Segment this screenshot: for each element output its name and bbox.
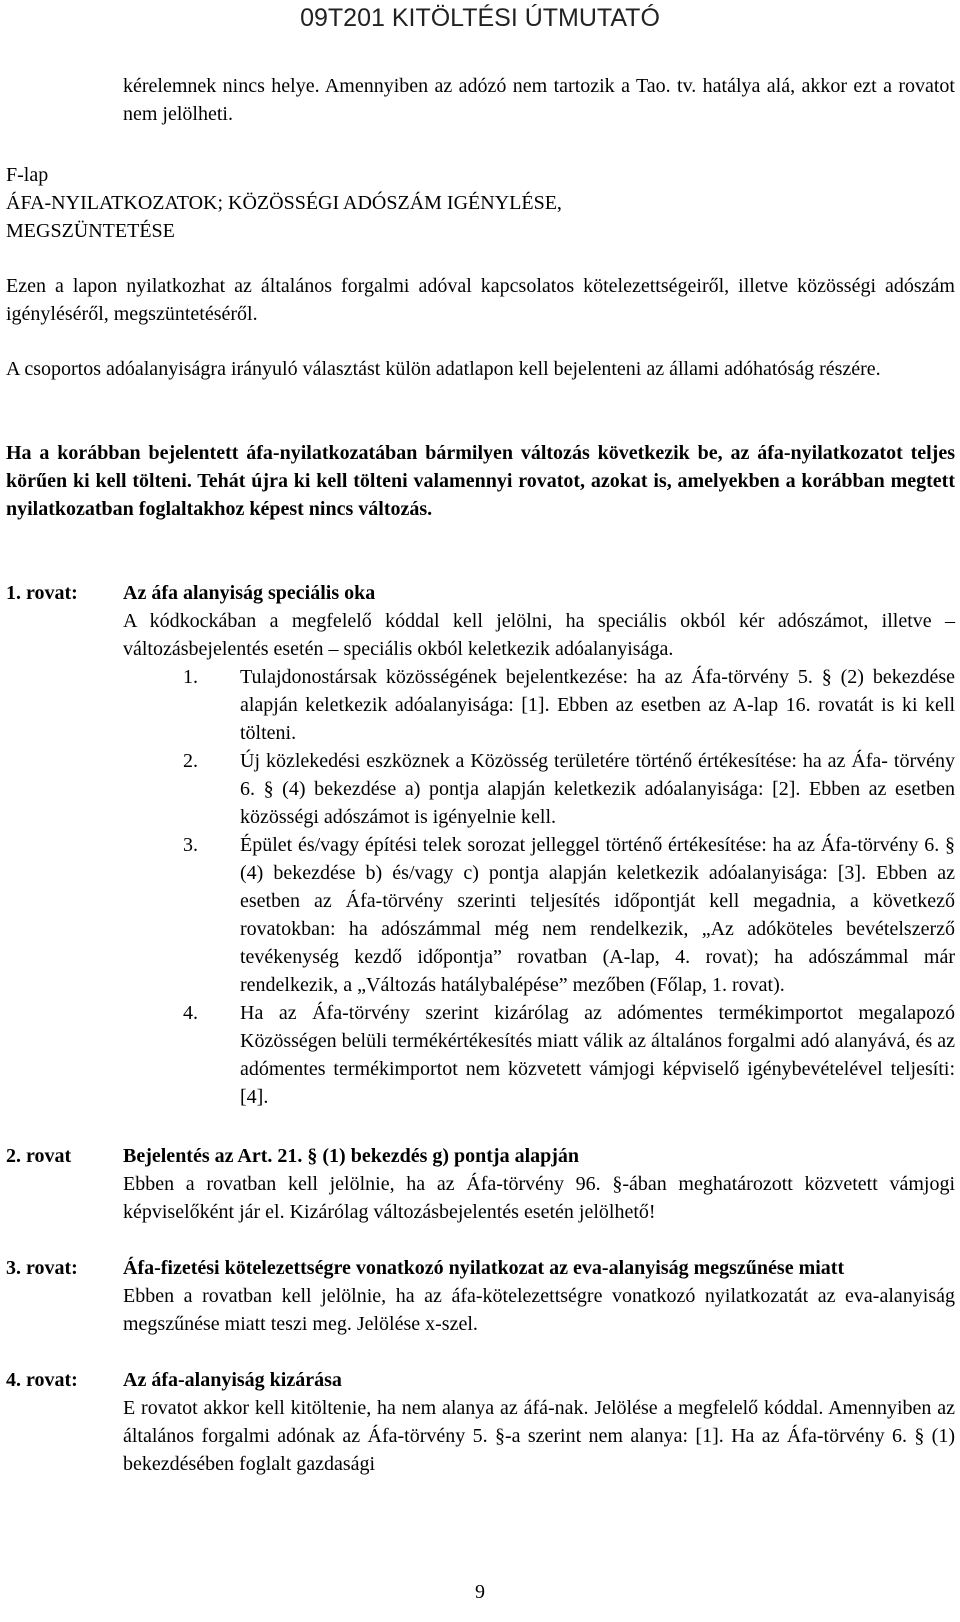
item-number: 4. [183, 1002, 198, 1024]
section-paragraph-2: A csoportos adóalanyiságra irányuló választást külön adatlapon kell bejelenteni az állami adóhatóság részére. [6, 358, 881, 380]
intro-continuation: kérelemnek nincs helye. Amennyiben az adózó nem tartozik a Tao. tv. hatálya alá, akkor ezt a rovatot nem jelölheti. [123, 75, 955, 125]
section-heading [6, 161, 955, 245]
section-paragraph-3-notice: Ha a korábban bejelentett áfa-nyilatkozatában bármilyen változás következik be, az áfa-nyilatkozatot teljes körűen ki kell tölteni. Tehát újra ki kell tölteni valamennyi rovatot, azokat is, amelyekben a korábban megtett nyilatkozatban foglaltakhoz képest nincs változás. [6, 442, 955, 520]
rovat-1-item-4 [183, 999, 955, 1111]
rovat-3-label: 3. rovat: [6, 1257, 78, 1279]
page-header-title: 09T201 KITÖLTÉSI ÚTMUTATÓ [300, 4, 660, 32]
rovat-1-title: Az áfa alanyiság speciális oka [123, 582, 376, 604]
rovat-4-title: Az áfa-alanyiság kizárása [123, 1369, 342, 1391]
rovat-1-body: A kódkockában a megfelelő kóddal kell jelölni, ha speciális okból kér adószámot, illetve – változásbejelentés esetén – speciális okból keletkezik adóalanyisága. [123, 610, 955, 660]
rovat-1 [6, 579, 955, 1111]
section-paragraph-1: Ezen a lapon nyilatkozhat az általános forgalmi adóval kapcsolatos kötelezettségeiről, illetve közösségi adószám igényléséről, megszüntetéséről. [6, 275, 955, 325]
item-number: 2. [183, 750, 198, 772]
rovat-1-item-2 [183, 747, 955, 831]
rovat-2-label: 2. rovat [6, 1145, 72, 1167]
item-number: 1. [183, 666, 198, 688]
rovat-1-item-3 [183, 831, 955, 999]
rovat-3-title: Áfa-fizetési kötelezettségre vonatkozó nyilatkozat az eva-alanyiság megszűnése miatt [123, 1257, 845, 1279]
rovat-4-body: E rovatot akkor kell kitöltenie, ha nem alanya az áfá-nak. Jelölése a megfelelő kóddal. Amennyiben az általános forgalmi adónak az Áfa-törvény 5. §-a szerint nem alanya: [1]. Ha az Áfa-törvény 6. § (1) bekezdésében foglalt gazdasági [123, 1397, 955, 1475]
item-number: 3. [183, 834, 198, 856]
item-text: Tulajdonostársak közösségének bejelentkezése: ha az Áfa-törvény 5. § (2) bekezdése alapján keletkezik adóalanyisága: [1]. Ebben az esetben az A-lap 16. rovatát is ki kell tölteni. [240, 666, 955, 744]
rovat-2-body: Ebben a rovatban kell jelölnie, ha az Áfa-törvény 96. §-ában meghatározott közvetett vámjogi képviselőként jár el. Kizárólag változásbejelentés esetén jelölhető! [123, 1173, 955, 1223]
rovat-2 [6, 1142, 955, 1226]
section-title-line1: ÁFA-NYILATKOZATOK; KÖZÖSSÉGI ADÓSZÁM IGÉNYLÉSE, [6, 192, 562, 214]
rovat-3 [6, 1254, 955, 1338]
rovat-1-label: 1. rovat: [6, 582, 78, 604]
lap-label: F-lap [6, 164, 49, 186]
rovat-4-label: 4. rovat: [6, 1369, 78, 1391]
rovat-1-item-1 [183, 663, 955, 747]
rovat-3-body: Ebben a rovatban kell jelölnie, ha az áfa-kötelezettségre vonatkozó nyilatkozatát az eva-alanyiság megszűnése miatt teszi meg. Jelölése x-szel. [123, 1285, 955, 1335]
item-text: Új közlekedési eszköznek a Közösség területére történő értékesítése: ha az Áfa- törvény 6. § (4) bekezdése a) pontja alapján keletkezik adóalanyisága: [2]. Ebben az esetben közösségi adószámot is igényelnie kell. [240, 750, 955, 828]
section-title-line2: MEGSZÜNTETÉSE [6, 220, 175, 242]
rovat-4 [6, 1366, 955, 1478]
item-text: Ha az Áfa-törvény szerint kizárólag az adómentes termékimportot megalapozó Közösségen belüli termékértékesítés miatt válik az általános forgalmi adó alanyává, és az adómentes termékimportot nem közvetett vámjogi képviselő igénybevételével teljesíti: [4]. [240, 1002, 955, 1108]
page-number: 9 [475, 1581, 485, 1603]
rovat-2-title: Bejelentés az Art. 21. § (1) bekezdés g) pontja alapján [123, 1145, 580, 1167]
item-text: Épület és/vagy építési telek sorozat jelleggel történő értékesítése: ha az Áfa-törvény 6. § (4) bekezdése b) és/vagy c) pontja alapján keletkezik adóalanyisága: [3]. Ebben az esetben az Áfa-törvény szerinti teljesítés időpontját kell megadnia, a következő rovatokban: ha adószámmal még nem rendelkezik, „Az adóköteles bevételszerző tevékenység kezdő időpontja” rovatban (A-lap, 4. rovat); ha adószámmal már rendelkezik, a „Változás hatálybalépése” mezőben (Főlap, 1. rovat). [240, 834, 955, 996]
